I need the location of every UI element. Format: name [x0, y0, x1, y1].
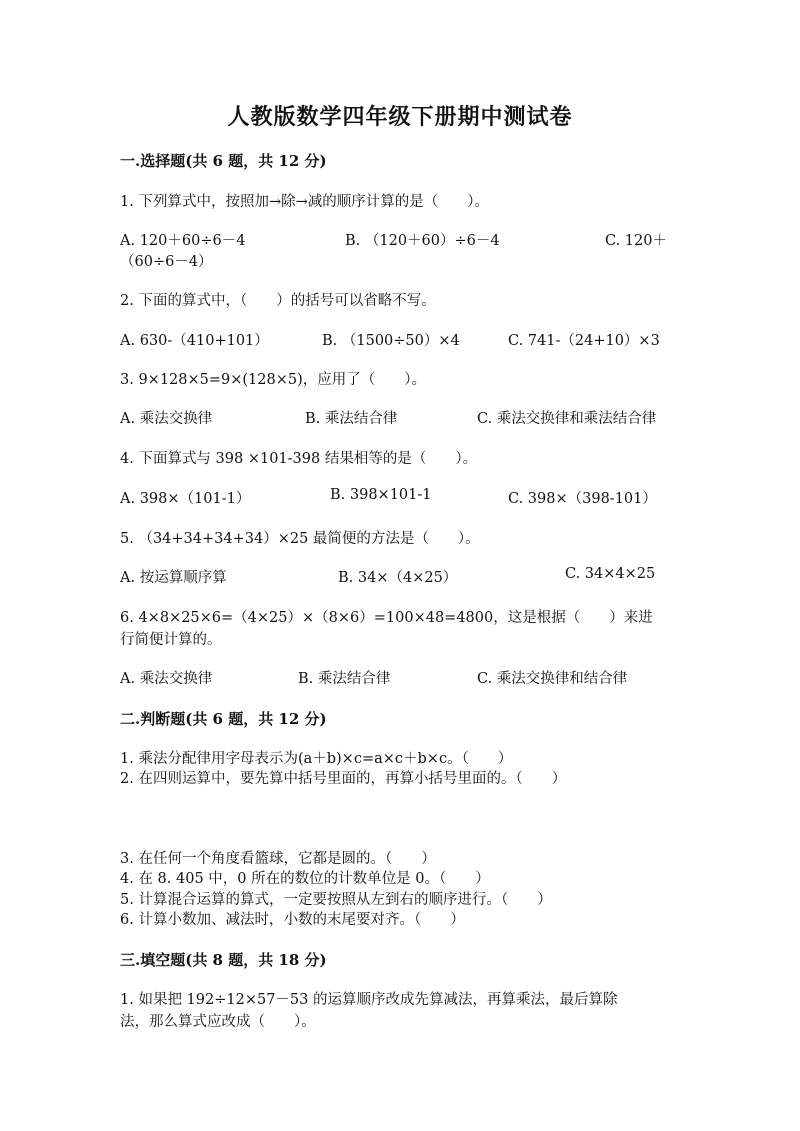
option-b: B. 398×101-1: [330, 487, 432, 503]
option-a: A. 120＋60÷6－4: [120, 233, 246, 249]
question-stem: 3. 9×128×5=9×(128×5)，应用了（ ）。: [120, 372, 427, 388]
question-stem: 5. （34+34+34+34）×25 最简便的方法是（ ）。: [120, 531, 480, 547]
option-a: A. 按运算顺序算: [120, 570, 227, 586]
section-heading-fill: 三.填空题(共 8 题，共 18 分): [120, 951, 327, 969]
option-c: C. 34×4×25: [565, 566, 656, 582]
option-c: C. 乘法交换律和结合律: [477, 671, 628, 687]
judge-item: 6. 计算小数加、减法时，小数的末尾要对齐。（ ）: [120, 912, 465, 928]
option-a: A. 乘法交换律: [120, 671, 213, 687]
option-c: C. 741-（24+10）×3: [508, 333, 660, 349]
page-title: 人教版数学四年级下册期中测试卷: [227, 104, 573, 130]
judge-item: 1. 乘法分配律用字母表示为(a＋b)×c=a×c＋b×c。（ ）: [120, 751, 513, 767]
option-b: B. 乘法结合律: [305, 411, 398, 427]
question-stem: 1. 如果把 192÷12×57－53 的运算顺序改成先算减法，再算乘法，最后算除: [120, 992, 618, 1008]
option-c: C. 乘法交换律和乘法结合律: [477, 411, 657, 427]
question-stem-continued: 法，那么算式应改成（ ）。: [120, 1014, 316, 1030]
option-a: A. 630-（410+101）: [120, 333, 269, 349]
judge-item: 3. 在任何一个角度看篮球，它都是圆的。（ ）: [120, 851, 436, 867]
option-b: B. （1500÷50）×4: [322, 333, 460, 349]
judge-item: 5. 计算混合运算的算式，一定要按照从左到右的顺序进行。（ ）: [120, 892, 552, 908]
question-stem-continued: 行简便计算的。: [120, 632, 222, 648]
question-stem: 1. 下列算式中，按照加→除→减的顺序计算的是（ ）。: [120, 194, 489, 210]
option-a: A. 乘法交换律: [120, 411, 213, 427]
judge-item: 4. 在 8. 405 中，0 所在的数位的计数单位是 0。（ ）: [120, 871, 490, 887]
section-heading-judge: 二.判断题(共 6 题，共 12 分): [120, 710, 327, 728]
section-heading-choice: 一.选择题(共 6 题，共 12 分): [120, 152, 327, 170]
option-c-continued: （60÷6－4）: [120, 254, 213, 270]
question-stem: 4. 下面算式与 398 ×101-398 结果相等的是（ ）。: [120, 451, 478, 467]
question-stem: 6. 4×8×25×6=（4×25）×（8×6）=100×48=4800，这是根据（ ）来进: [120, 610, 653, 626]
option-b: B. 34×（4×25）: [338, 570, 458, 586]
option-a: A. 398×（101-1）: [120, 491, 251, 507]
question-stem: 2. 下面的算式中，（ ）的括号可以省略不写。: [120, 293, 436, 309]
option-c: C. 120＋: [605, 233, 667, 249]
option-b: B. 乘法结合律: [298, 671, 391, 687]
judge-item: 2. 在四则运算中，要先算中括号里面的，再算小括号里面的。（ ）: [120, 771, 567, 787]
option-c: C. 398×（398-101）: [508, 491, 657, 507]
option-b: B. （120＋60）÷6－4: [345, 233, 500, 249]
